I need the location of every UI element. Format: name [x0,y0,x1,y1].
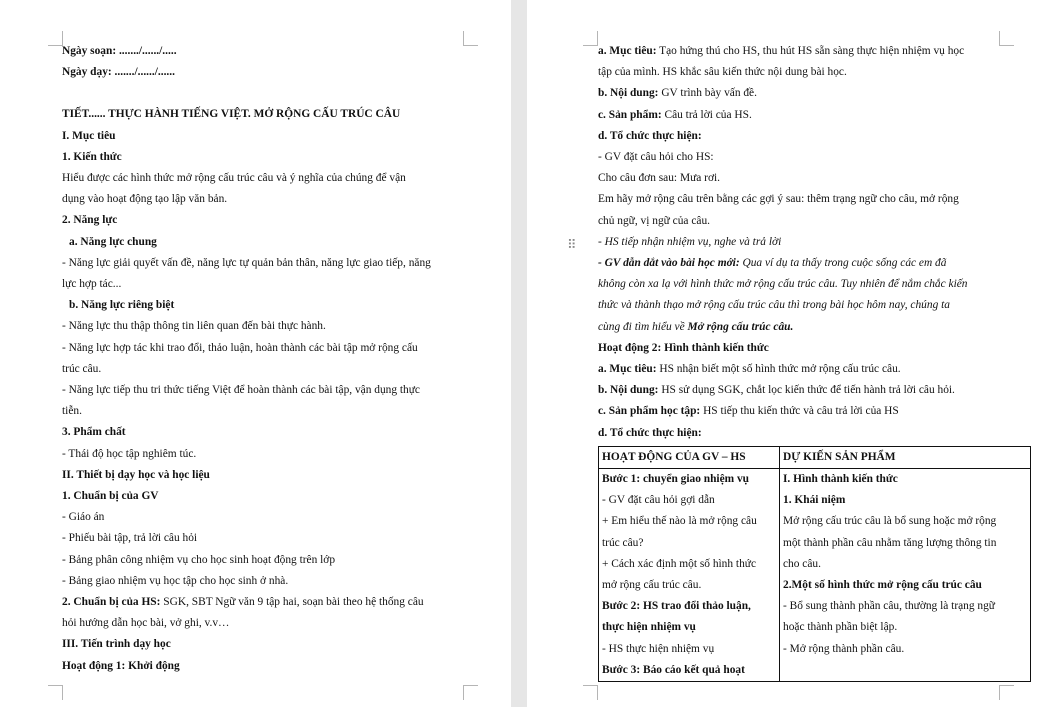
cell-line: hoặc thành phần biệt lập. [783,621,898,634]
table-header-row [599,446,1031,468]
text-line [62,41,466,62]
text-run: - Năng lực tiếp thu tri thức tiếng Việt để hoàn thành các bài tập, vận dụng thực [62,384,420,397]
text-run: Hiểu được các hình thức mở rộng cấu trúc câu và ý nghĩa của chúng để vận [62,172,406,185]
table-cell-activities[interactable] [599,469,780,682]
text-line [62,422,466,443]
text-run: tiễn. [62,405,82,418]
text-run: I. Mục tiêu [62,129,116,142]
text-line [62,634,466,655]
text-line [62,507,466,528]
cell-line: - GV đặt câu hỏi gợi dẫn [602,494,715,507]
text-line [62,147,466,168]
text-run: 1. Kiến thức [62,150,122,163]
text-line [62,126,466,147]
crop-mark [999,685,1014,700]
text-run: Cho câu đơn sau: Mưa rơi. [598,172,720,185]
table-header-activities: HOẠT ĐỘNG CỦA GV – HS [599,446,780,468]
table-cell-expected-product[interactable] [780,469,1031,682]
text-run: - GV dẫn dắt vào bài học mới: [598,257,740,270]
text-run: không còn xa lạ với hình thức mở rộng cấu trúc câu. Tuy nhiên để nắm chắc kiến [598,278,968,291]
text-run: TIẾT...... THỰC HÀNH TIẾNG VIỆT. MỞ RỘNG CẤU TRÚC CÂU [62,108,401,121]
text-run: a. Mục tiêu: [598,45,657,57]
text-line [62,62,466,83]
text-run: HS tiếp thu kiến thức và câu trả lời của HS [700,405,899,418]
text-run: SGK, SBT Ngữ văn 9 tập hai, soạn bài theo hệ thống câu [160,596,424,609]
text-run: b. Năng lực riêng biệt [69,299,175,312]
text-run: b. Nội dung: [598,87,659,100]
text-line [62,401,466,422]
text-run: Hoạt động 2: Hình thành kiến thức [598,341,769,354]
text-line [598,295,1002,316]
text-line [598,401,1002,422]
cell-line: mở rộng cấu trúc câu. [602,579,702,592]
cell-line: + Em hiểu thế nào là mở rộng câu [602,515,757,528]
text-run: c. Sản phẩm: [598,108,662,121]
text-line [598,147,1002,168]
text-line [62,465,466,486]
text-run: a. Mục tiêu: [598,363,657,376]
text-line [62,359,466,380]
text-line [598,338,1002,359]
text-run: cùng đi tìm hiểu về [598,320,688,333]
document-page-right [527,0,1045,707]
text-run: Em hãy mở rộng câu trên bằng các gợi ý sau: thêm trạng ngữ cho câu, mở rộng [598,193,959,206]
paragraph-drag-handle-icon[interactable]: ⠿ [567,238,577,253]
text-line [62,168,466,189]
text-line [598,359,1002,380]
text-run: - Bảng giao nhiệm vụ học tập cho học sinh ở nhà. [62,574,289,587]
text-run: - Năng lực giải quyết vấn đề, năng lực tự quản bản thân, năng lực giao tiếp, năng [62,256,431,269]
text-run: - Giáo án [62,511,105,524]
text-line [62,613,466,634]
text-run: - HS tiếp nhận nhiệm vụ, nghe và trả lời [598,235,782,248]
text-run: tập của mình. HS khắc sâu kiến thức nội dung bài học. [598,66,847,79]
text-run: b. Nội dung: [598,384,659,397]
text-line [62,104,466,125]
text-run: Qua ví dụ ta thấy trong cuộc sống các em đã [739,257,947,270]
text-run: Ngày dạy: ......./....../...... [62,66,175,79]
crop-mark [48,685,63,700]
text-line [598,41,1002,62]
crop-mark [583,31,598,46]
right-page-text[interactable] [598,41,1002,682]
cell-line: + Cách xác định một số hình thức [602,557,757,570]
cell-line: I. Hình thành kiến thức [783,473,898,486]
text-run: a. Năng lực chung [69,235,157,248]
text-run: lực hợp tác... [62,278,122,291]
text-line [598,423,1002,444]
text-line [62,274,466,295]
text-line [598,126,1002,147]
text-run: hỏi hướng dẫn học bài, vở ghi, v.v… [62,617,230,630]
text-line [598,189,1002,210]
cell-line: Bước 2: HS trao đổi thảo luận, [602,600,751,613]
text-run: Câu trả lời của HS. [661,108,752,121]
text-line [62,295,466,316]
text-run: Mở rộng cấu trúc câu. [687,320,794,333]
cell-line: - HS thực hiện nhiệm vụ [602,642,715,655]
right-page-paragraphs[interactable] [598,41,1002,444]
crop-mark [48,31,63,46]
page-gutter [511,0,527,707]
text-run: - GV đặt câu hỏi cho HS: [598,151,714,164]
text-run: - Bảng phân công nhiệm vụ cho học sinh hoạt động trên lớp [62,553,336,566]
text-line [598,232,1002,253]
text-run: d. Tổ chức thực hiện: [598,426,702,439]
text-run: II. Thiết bị dạy học và học liệu [62,468,210,481]
cell-line: 2.Một số hình thức mở rộng cấu trúc câu [783,579,982,592]
text-run: Tạo hứng thú cho HS, thu hút HS sẵn sàng thực hiện nhiệm vụ học [656,45,965,57]
text-line [62,550,466,571]
text-run: - Năng lực thu thập thông tin liên quan đến bài thực hành. [62,320,326,333]
cell-line: 1. Khái niệm [783,494,846,507]
text-line [62,486,466,507]
cell-line: trúc câu? [602,536,644,549]
cell-line: - Bổ sung thành phần câu, thường là trạng ngữ [783,600,995,613]
text-line [62,592,466,613]
text-run: 2. Năng lực [62,214,118,227]
text-run: HS nhận biết một số hình thức mở rộng cấu trúc câu. [656,363,901,376]
text-run: 1. Chuẩn bị của GV [62,490,159,503]
text-run: Hoạt động 1: Khởi động [62,659,180,672]
text-line [62,528,466,549]
cell-line: thực hiện nhiệm vụ [602,621,696,634]
text-line [62,380,466,401]
text-line [62,210,466,231]
text-line [62,338,466,359]
cell-line [783,660,1027,681]
text-line [62,571,466,592]
text-line [598,105,1002,126]
cell-line: Bước 3: Báo cáo kết quả hoạt [602,663,745,676]
text-line [62,316,466,337]
table-header-expected-product: DỰ KIẾN SẢN PHẨM [780,446,1031,468]
text-run: thức và thành thạo mở rộng cấu trúc câu thì trong bài học hôm nay, chúng ta [598,299,950,312]
text-run: d. Tổ chức thực hiện: [598,129,702,142]
text-line [598,211,1002,232]
cell-line: Mở rộng cấu trúc câu là bổ sung hoặc mở rộng [783,515,997,528]
lesson-plan-table[interactable] [598,446,1031,682]
text-line [598,62,1002,83]
text-run: HS sử dụng SGK, chắt lọc kiến thức để tiến hành trả lời câu hỏi. [658,384,955,397]
crop-mark [583,685,598,700]
text-run: Ngày soạn: ......./....../..... [62,45,177,57]
blank-line [62,83,466,104]
text-run: GV trình bày vấn đề. [658,87,757,100]
text-run: 3. Phẩm chất [62,426,126,439]
text-run: - Phiếu bài tập, trả lời câu hỏi [62,532,198,545]
text-line [598,317,1002,338]
text-line [62,656,466,677]
text-line [598,168,1002,189]
text-line [62,189,466,210]
text-line [62,444,466,465]
cell-line: Bước 1: chuyển giao nhiệm vụ [602,473,749,486]
text-run: 2. Chuẩn bị của HS: [62,596,161,609]
text-line [62,232,466,253]
text-line [62,253,466,274]
cell-line: cho câu. [783,557,821,570]
crop-mark [463,685,478,700]
cell-line: - Mở rộng thành phần câu. [783,642,905,655]
text-line [598,274,1002,295]
text-line [598,380,1002,401]
text-line [598,253,1002,274]
text-run: chủ ngữ, vị ngữ của câu. [598,214,710,227]
cell-line: một thành phần câu nhằm tăng lượng thông tin [783,536,997,549]
text-line [598,83,1002,104]
text-run: c. Sản phẩm học tập: [598,405,701,418]
text-run: dụng vào hoạt động tạo lập văn bản. [62,193,228,206]
text-run: - Thái độ học tập nghiêm túc. [62,447,197,460]
left-page-text[interactable] [62,41,466,677]
text-run: III. Tiến trình dạy học [62,638,171,651]
document-page-left [0,0,511,707]
text-run: trúc câu. [62,362,102,375]
table-row [599,469,1031,682]
text-run: - Năng lực hợp tác khi trao đổi, thảo luận, hoàn thành các bài tập mở rộng cấu [62,341,418,354]
